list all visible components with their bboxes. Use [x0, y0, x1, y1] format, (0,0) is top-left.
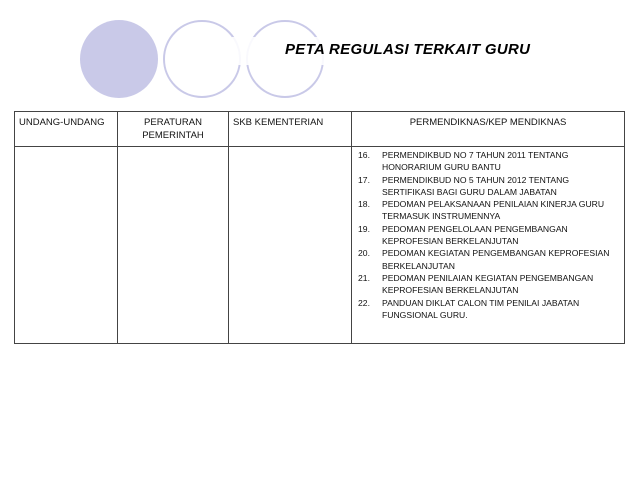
slide-title: PETA REGULASI TERKAIT GURU	[285, 41, 531, 58]
list-item: PEDOMAN PENILAIAN KEGIATAN PENGEMBANGAN KEPROFESIAN BERKELANJUTAN	[382, 272, 594, 296]
header-undang-undang: UNDANG-UNDANG	[15, 112, 118, 147]
decor-circle-filled	[80, 20, 158, 98]
table-row	[15, 147, 625, 344]
decor-circle-outline-1	[163, 20, 241, 98]
cell-permendiknas	[352, 147, 625, 344]
regulation-table	[14, 111, 625, 344]
table-header-row	[15, 112, 625, 147]
list-item: PANDUAN DIKLAT CALON TIM PENILAI JABATAN FUNGSIONAL GURU.	[382, 297, 580, 320]
cell-skb-kementerian	[229, 147, 352, 344]
cell-undang-undang	[15, 147, 118, 344]
header-permendiknas: PERMENDIKNAS/KEP MENDIKNAS	[352, 112, 625, 147]
list-item: PEDOMAN PENGELOLAAN PENGEMBANGAN KEPROFESIAN BERKELANJUTAN	[382, 223, 568, 247]
list-item: PEDOMAN KEGIATAN PENGEMBANGAN KEPROFESIAN BERKELANJUTAN	[382, 248, 610, 271]
header-skb-kementerian: SKB KEMENTERIAN	[229, 112, 352, 147]
list-item: PERMENDIKBUD NO 5 TAHUN 2012 TENTANG SERTIFIKASI BAGI GURU DALAM JABATAN	[382, 174, 570, 197]
header-peraturan-pemerintah: PERATURAN PEMERINTAH	[118, 112, 229, 147]
list-item: PEDOMAN PELAKSANAAN PENILAIAN KINERJA GURU TERMASUK INSTRUMENNYA	[382, 199, 605, 222]
cell-peraturan-pemerintah	[118, 147, 229, 344]
list-item: PERMENDIKBUD NO 7 TAHUN 2011 TENTANG HONORARIUM GURU BANTU	[382, 150, 569, 173]
permendiknas-list	[352, 147, 624, 323]
